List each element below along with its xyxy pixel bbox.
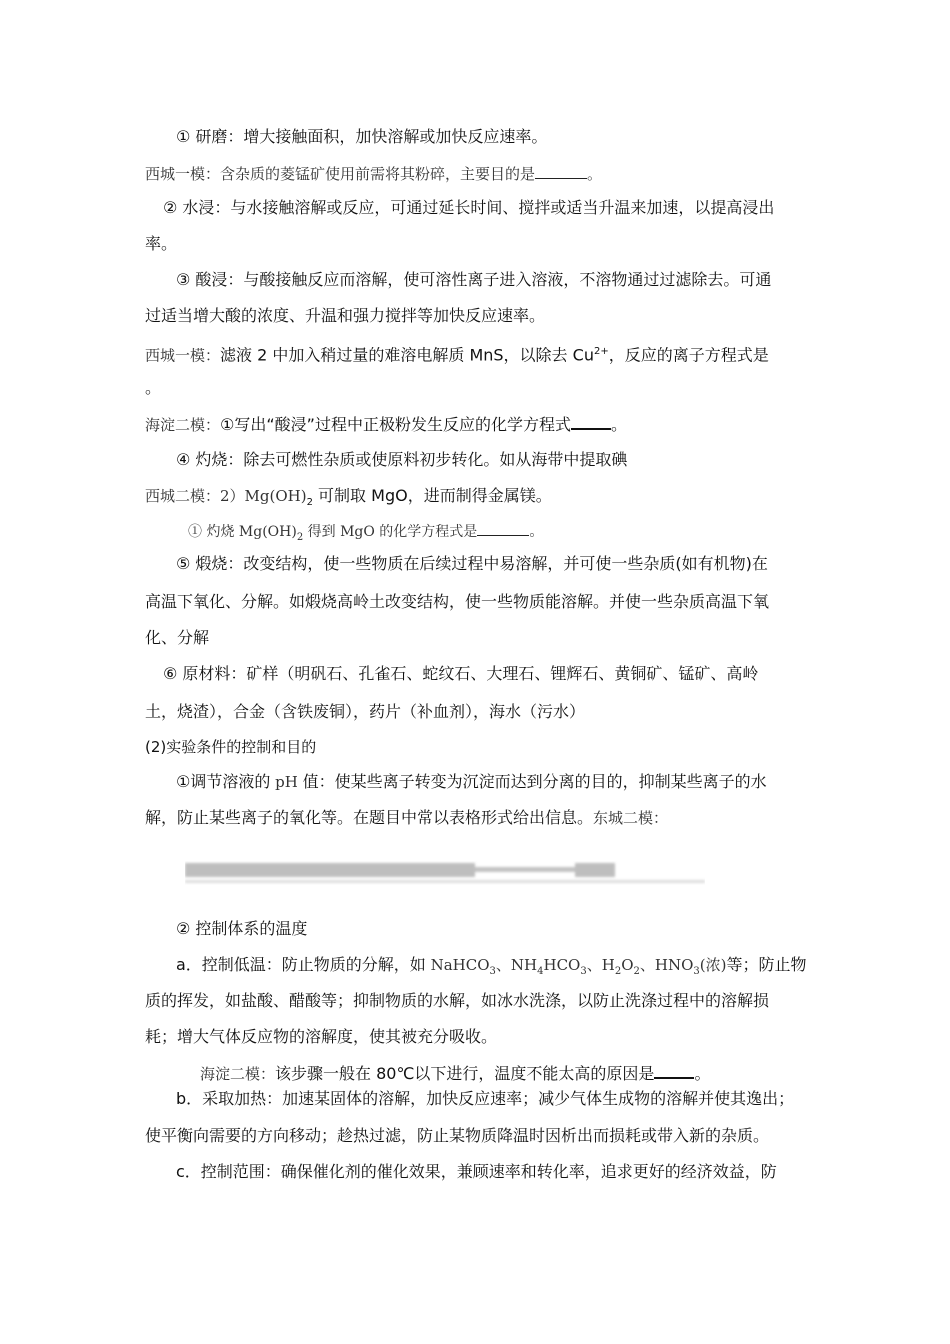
paragraph-grinding: ① 研磨：增大接触面积，加快溶解或加快反应速率。 (176, 127, 548, 146)
paragraph-temperature: ② 控制体系的温度 (176, 919, 308, 938)
paragraph-low-temp-cont-2: 耗；增大气体反应物的溶解度，使其被充分吸收。 (145, 1027, 498, 1046)
paragraph-range-control: c．控制范围：确保催化剂的催化效果，兼顾速率和转化率，追求更好的经济效益，防 (176, 1162, 777, 1181)
blurred-question-image (185, 855, 705, 887)
exam-question-xicheng-3: 西城二模：$2)Mg(OH)_2$ 可制取 MgO，进而制得金属镁。 (145, 486, 552, 509)
exam-question-xicheng-2: 西城一模：滤液 2 中加入稍过量的难溶电解质 MnS，以除去 $Cu^{2+}$，反应的离子方程式是 (145, 345, 769, 365)
answer-blank (654, 1063, 694, 1079)
paragraph-water-leach: ② 水浸：与水接触溶解或反应，可通过延长时间、搅拌或适当升温来加速，以提高浸出 (163, 198, 775, 217)
paragraph-calcining: ⑤ 煅烧：改变结构，使一些物质在后续过程中易溶解，并可使一些杂质(如有机物)在 (176, 554, 768, 573)
paragraph-low-temp: a．控制低温：防止物质的分解，如 NaHCO$_3$、$NH_4HCO_3$、$H_2O_2$、$HNO_3$(浓)等；防止物 (176, 955, 807, 977)
paragraph-calcining-cont-1: 高温下氧化、分解。如煅烧高岭土改变结构，使一些物质能溶解。并使一些杂质高温下氧 (145, 592, 770, 611)
paragraph-raw-materials-cont: 土，烧渣），合金（含铁废铜），药片（补血剂），海水（污水） (145, 702, 586, 721)
paragraph-burning: ④ 灼烧：除去可燃性杂质或使原料初步转化。如从海带中提取碘 (176, 450, 628, 469)
exam-question-xicheng-1: 西城一模：含杂质的菱锰矿使用前需将其粉碎，主要目的是 。 (145, 165, 603, 183)
paragraph-heating-cont: 使平衡向需要的方向移动；趁热过滤，防止某物质降温时因析出而损耗或带入新的杂质。 (145, 1126, 770, 1145)
section-heading-conditions: (2)实验条件的控制和目的 (145, 738, 317, 756)
exam-question-haidian-1: 海淀二模：①写出“酸浸”过程中正极粉发生反应的化学方程式 。 (145, 415, 627, 434)
paragraph-acid-leach-cont: 过适当增大酸的浓度、升温和强力搅拌等加快反应速率。 (145, 306, 546, 325)
paragraph-heating: b．采取加热：加速某固体的溶解，加快反应速率；减少气体生成物的溶解并使其逸出； (176, 1089, 795, 1108)
paragraph-ph-control: ①调节溶液的 pH 值：使某些离子转变为沉淀而达到分离的目的，抑制某些离子的水 (176, 772, 767, 791)
paragraph-acid-leach: ③ 酸浸：与酸接触反应而溶解，使可溶性离子进入溶液，不溶物通过过滤除去。可通 (176, 270, 772, 289)
paragraph-calcining-cont-2: 化、分解 (145, 628, 210, 647)
answer-blank (477, 521, 529, 536)
paragraph-water-leach-cont: 率。 (145, 234, 178, 253)
paragraph-ph-control-cont: 解，防止某些离子的氧化等。在题目中常以表格形式给出信息。东城二模： (145, 808, 669, 827)
exam-question-xicheng-3-sub: ① 灼烧 $Mg(OH)_2$ 得到 MgO 的化学方程式是 。 (188, 521, 810, 549)
answer-blank (535, 164, 587, 179)
answer-blank (571, 414, 611, 430)
exam-question-xicheng-2-end: 。 (145, 378, 162, 397)
exam-question-haidian-2: 海淀二模：该步骤一般在 80℃以下进行，温度不能太高的原因是 。 (200, 1064, 711, 1083)
paragraph-raw-materials: ⑥ 原材料：矿样（明矾石、孔雀石、蛇纹石、大理石、锂辉石、黄铜矿、锰矿、高岭 (163, 664, 759, 683)
paragraph-low-temp-cont-1: 质的挥发，如盐酸、醋酸等；抑制物质的水解，如冰水洗涤，以防止洗涤过程中的溶解损 (145, 991, 770, 1010)
